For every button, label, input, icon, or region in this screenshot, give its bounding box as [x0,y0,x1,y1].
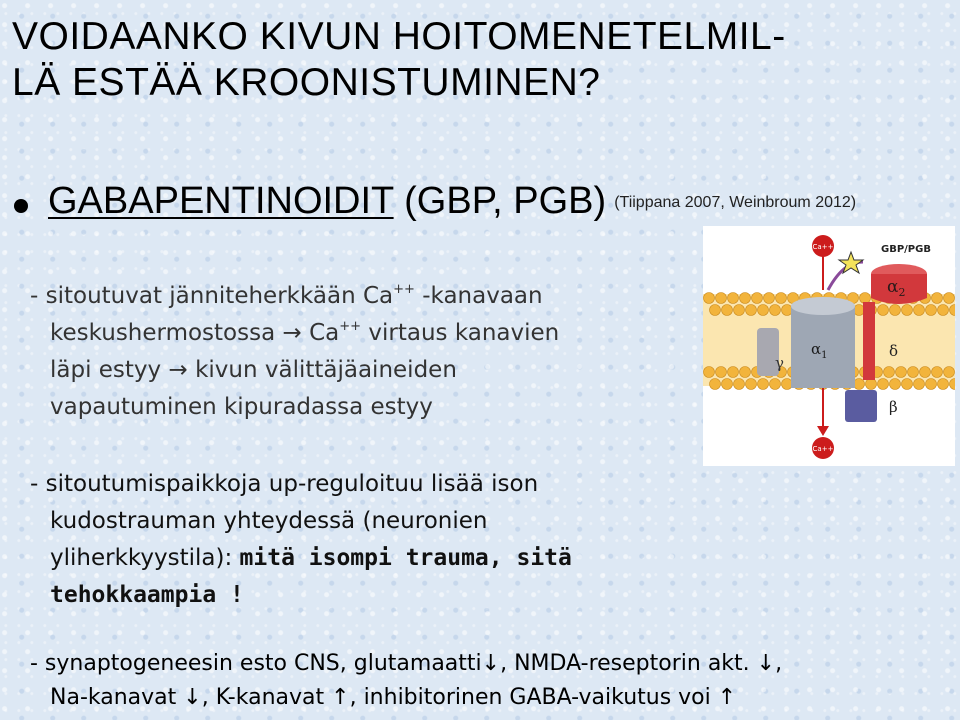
p1-line1-b: -kanavaan [422,283,543,309]
delta-label: δ [889,342,899,360]
paragraph-upregulation [30,466,572,614]
lipid-head [782,379,793,390]
lipid-head [728,367,739,378]
lipid-head [746,305,757,316]
lipid-head [944,293,955,304]
lipid-head [722,379,733,390]
right-arrow-icon: → [282,320,302,346]
paragraph-effects [30,647,782,715]
lipid-head [854,305,865,316]
p2-line-2: kudostrauman yhteydessä (neuronien [50,508,488,534]
paragraph-binding [30,278,559,426]
lipid-head [704,293,715,304]
up-arrow-icon: ↑ [331,685,350,710]
lipid-head [746,379,757,390]
lipid-head [932,367,943,378]
lipid-head [890,305,901,316]
lipid-head [722,305,733,316]
p1-line3-b: kivun välittäjäaineiden [195,357,457,383]
p2-line4-bold: tehokkaampia ! [50,582,244,608]
lipid-head [716,293,727,304]
lipid-head [752,293,763,304]
p3-line1-a: - synaptogeneesin esto CNS, glutamaatti [30,651,482,676]
lipid-head [758,305,769,316]
p1-line2-b: Ca [309,320,340,346]
down-arrow-icon: ↓ [756,651,776,676]
lipid-head [908,367,919,378]
lipid-head [866,379,877,390]
channel-illustration [703,226,955,466]
lipid-head [716,367,727,378]
lipid-head [710,379,721,390]
bullet-icon [14,199,28,213]
lipid-head [854,379,865,390]
lipid-head [704,367,715,378]
lipid-head [914,379,925,390]
down-arrow-icon [817,426,829,436]
p1-line1-a: - sitoutuvat jänniteherkkään Ca [30,283,394,309]
alpha2-label: $\alpha_2$ [887,277,906,299]
p1-line-4: vapautuminen kipuradassa estyy [50,394,433,420]
lipid-head [914,305,925,316]
p3-line1-b: , NMDA-reseptorin akt. [500,651,750,676]
right-arrow-icon: → [168,357,188,383]
p3-line2-a: Na-kanavat [50,685,177,710]
p2-line-1: - sitoutumispaikkoja up-reguloituu lisää ison [30,471,539,497]
lipid-head [926,379,937,390]
alpha1-subunit [791,306,855,388]
ca-top-label: Ca++ [812,243,834,251]
lipid-head [896,367,907,378]
lipid-head [734,305,745,316]
lipid-head [740,293,751,304]
p2-line-3 [30,540,572,577]
p3-line2-c: , inhibitorinen GABA-vaikutus voi [349,685,711,710]
p3-line-2 [30,681,782,715]
lipid-head [938,379,949,390]
lipid-head [938,305,949,316]
beta-subunit [845,390,877,422]
p1-line-3 [30,352,559,389]
calcium-channel-diagram [703,226,955,466]
lipid-head [884,367,895,378]
drug-label: GBP/PGB [881,244,931,255]
lipid-head [920,367,931,378]
slide-title [12,14,786,106]
p1-line2-a: keskushermostossa [50,320,276,346]
lipid-head [878,305,889,316]
p1-line-1 [30,278,559,315]
alpha1-subunit-top [791,297,855,315]
title-line-1: VOIDAANKO KIVUN HOITOMENETELMIL- [12,15,786,58]
lipid-head [782,305,793,316]
lipid-head [770,379,781,390]
lipid-head [710,305,721,316]
p2-line3-bold: mitä isompi trauma, sitä [239,545,572,571]
lipid-head [764,293,775,304]
up-arrow-icon: ↑ [717,685,737,710]
lipid-head [770,305,781,316]
p1-line2-sup: ++ [339,319,362,334]
lipid-head [758,379,769,390]
p3-line-1 [30,647,782,681]
gamma-label: γ [775,354,784,372]
down-arrow-icon: ↓ [183,685,202,710]
lipid-head [734,379,745,390]
alpha1-label: $\alpha_1$ [811,340,828,361]
lipid-head [740,367,751,378]
heading-abbr: (GBP, PGB) [404,180,607,222]
lipid-head [728,293,739,304]
heading-citation: (Tiippana 2007, Weinbroum 2012) [614,194,857,211]
p2-line-4 [30,577,572,614]
delta-subunit [863,302,875,380]
lipid-head [860,293,871,304]
title-line-2: LÄ ESTÄÄ KROONISTUMINEN? [12,61,601,104]
lipid-head [944,367,955,378]
section-heading [48,178,856,226]
ca-bottom-label: Ca++ [812,445,834,453]
p1-line2-c: virtaus kanavien [368,320,560,346]
lipid-head [932,293,943,304]
lipid-head [878,379,889,390]
p2-line3-a: yliherkkyystila): [50,545,233,571]
lipid-head [902,379,913,390]
p1-line3-a: läpi estyy [50,357,162,383]
beta-label: β [889,398,898,416]
heading-main: GABAPENTINOIDIT [48,180,394,222]
lipid-head [902,305,913,316]
p1-line1-sup: ++ [393,282,415,297]
p3-line2-b: , K-kanavat [201,685,325,710]
lipid-head [776,293,787,304]
lipid-head [890,379,901,390]
lipid-head [926,305,937,316]
p1-line-2 [30,315,559,352]
down-arrow-icon: ↓ [481,651,501,676]
p3-line1-c: , [775,651,783,676]
